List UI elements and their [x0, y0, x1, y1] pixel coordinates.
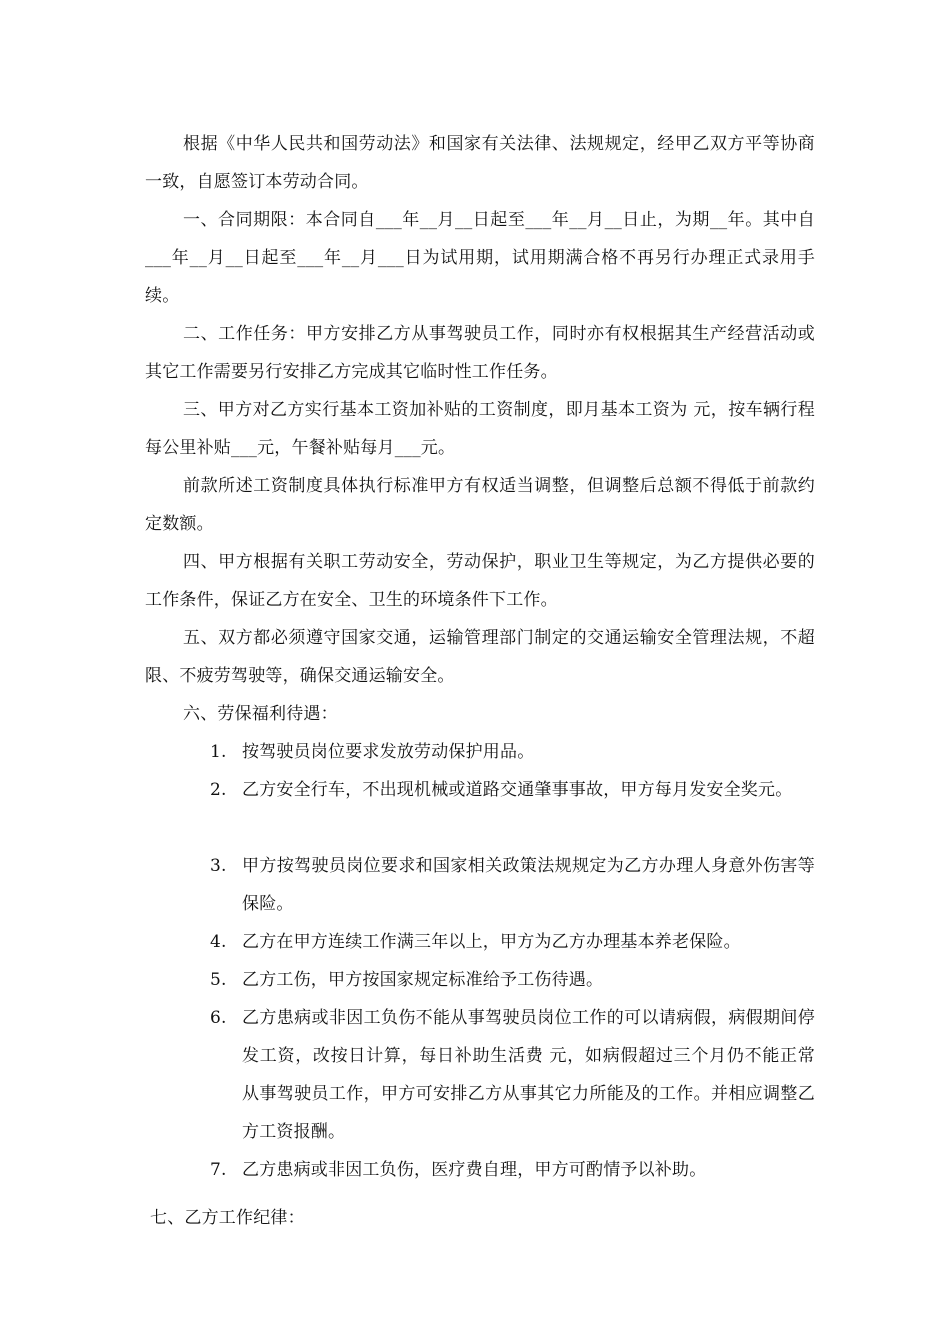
clause-3-salary: 三、甲方对乙方实行基本工资加补贴的工资制度，即月基本工资为 元，按车辆行程每公里补贴___元，午餐补贴每月___元。 [145, 400, 815, 458]
welfare-item-text: 乙方工伤，甲方按国家规定标准给予工伤待遇。 [242, 970, 604, 990]
welfare-item [210, 733, 815, 771]
welfare-item-text: 乙方安全行车，不出现机械或道路交通肇事事故，甲方每月发安全奖元。 [242, 780, 793, 800]
clause-6-title: 六、劳保福利待遇： [183, 704, 338, 724]
clause-4-safety: 四、甲方根据有关职工劳动安全，劳动保护，职业卫生等规定，为乙方提供必要的工作条件，保证乙方在安全、卫生的环境条件下工作。 [145, 552, 815, 610]
welfare-item-text: 甲方按驾驶员岗位要求和国家相关政策法规规定为乙方办理人身意外伤害等保险。 [242, 856, 815, 914]
welfare-item [210, 1151, 815, 1189]
welfare-item [210, 999, 815, 1151]
welfare-item-number: 4. [210, 932, 227, 952]
welfare-item-text: 按驾驶员岗位要求发放劳动保护用品。 [242, 742, 535, 762]
intro-paragraph: 根据《中华人民共和国劳动法》和国家有关法律、法规规定，经甲乙双方平等协商一致，自愿签订本劳动合同。 [145, 134, 815, 192]
welfare-item-text: 乙方患病或非因工负伤不能从事驾驶员岗位工作的可以请病假，病假期间停发工资，改按日计算，每日补助生活费 元，如病假超过三个月仍不能正常从事驾驶员工作，甲方可安排乙方从事其它力所能及的工作。并相应调整乙方工资报酬。 [242, 1008, 815, 1142]
welfare-item-number: 5. [210, 970, 227, 990]
clause-2-task: 二、工作任务：甲方安排乙方从事驾驶员工作，同时亦有权根据其生产经营活动或其它工作需要另行安排乙方完成其它临时性工作任务。 [145, 324, 815, 382]
clause-7-title: 七、乙方工作纪律： [150, 1208, 305, 1228]
clause-1-term: 一、合同期限：本合同自___年__月__日起至___年__月__日止，为期__年。其中自___年__月__日起至___年__月___日为试用期，试用期满合格不再另行办理正式录用手续。 [145, 210, 815, 306]
welfare-item [210, 961, 815, 999]
welfare-item-number: 6. [210, 1008, 227, 1028]
welfare-item-text: 乙方在甲方连续工作满三年以上，甲方为乙方办理基本养老保险。 [242, 932, 741, 952]
welfare-item-number: 3. [210, 856, 227, 876]
welfare-item-number: 1. [210, 742, 227, 762]
welfare-item-text: 乙方患病或非因工负伤，医疗费自理，甲方可酌情予以补助。 [242, 1160, 707, 1180]
welfare-item [210, 847, 815, 923]
welfare-item [210, 771, 815, 809]
clause-5-traffic: 五、双方都必须遵守国家交通，运输管理部门制定的交通运输安全管理法规，不超限、不疲劳驾驶等，确保交通运输安全。 [145, 628, 815, 686]
welfare-item-number: 2. [210, 780, 227, 800]
clause-3-adjustment: 前款所述工资制度具体执行标准甲方有权适当调整，但调整后总额不得低于前款约定数额。 [145, 476, 815, 534]
welfare-item [210, 923, 815, 961]
welfare-item-number: 7. [210, 1160, 227, 1180]
